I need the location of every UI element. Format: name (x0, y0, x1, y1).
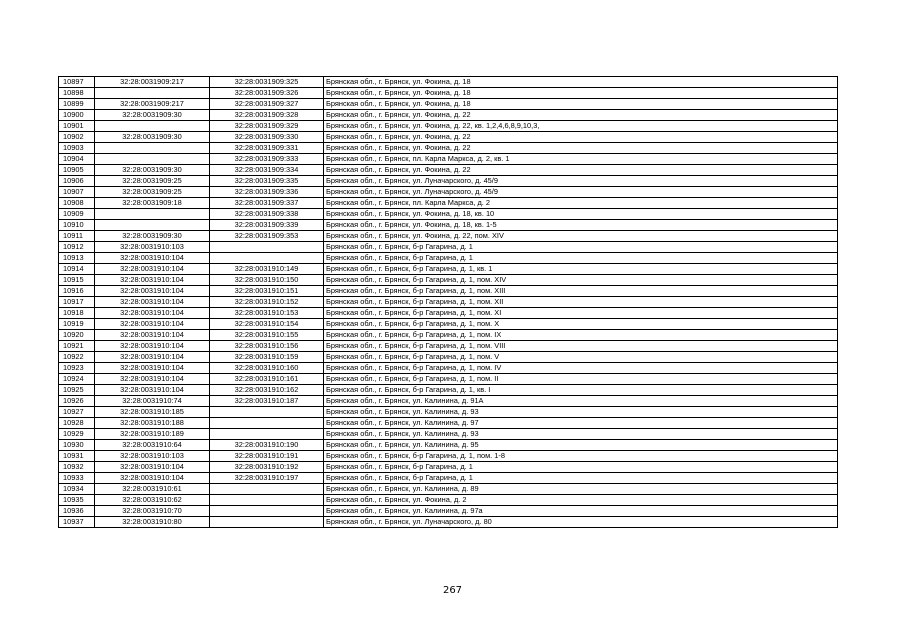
parcel-cadastral-cell: 32:28:0031910:103 (95, 242, 210, 253)
table-row (59, 253, 838, 264)
table-row (59, 77, 838, 88)
address-cell: Брянская обл., г. Брянск, ул. Фокина, д. 2 (324, 495, 838, 506)
object-cadastral-cell: 32:28:0031910:151 (210, 286, 324, 297)
row-number-cell: 10901 (59, 121, 95, 132)
table-row (59, 110, 838, 121)
address-cell: Брянская обл., г. Брянск, б-р Гагарина, д. 1, пом. XI (324, 308, 838, 319)
address-cell: Брянская обл., г. Брянск, ул. Калинина, д. 95 (324, 440, 838, 451)
parcel-cadastral-cell: 32:28:0031910:70 (95, 506, 210, 517)
address-cell: Брянская обл., г. Брянск, б-р Гагарина, д. 1, пом. X (324, 319, 838, 330)
row-number-cell: 10923 (59, 363, 95, 374)
object-cadastral-cell (210, 242, 324, 253)
parcel-cadastral-cell: 32:28:0031910:104 (95, 363, 210, 374)
address-cell: Брянская обл., г. Брянск, ул. Калинина, д. 91А (324, 396, 838, 407)
table-row (59, 352, 838, 363)
parcel-cadastral-cell: 32:28:0031909:18 (95, 198, 210, 209)
row-number-cell: 10915 (59, 275, 95, 286)
table-row (59, 341, 838, 352)
address-cell: Брянская обл., г. Брянск, б-р Гагарина, д. 1, пом. XII (324, 297, 838, 308)
address-cell: Брянская обл., г. Брянск, б-р Гагарина, д. 1, пом. 1-8 (324, 451, 838, 462)
parcel-cadastral-cell: 32:28:0031909:30 (95, 165, 210, 176)
parcel-cadastral-cell: 32:28:0031910:104 (95, 374, 210, 385)
parcel-cadastral-cell: 32:28:0031910:104 (95, 352, 210, 363)
row-number-cell: 10902 (59, 132, 95, 143)
address-cell: Брянская обл., г. Брянск, ул. Фокина, д. 18 (324, 77, 838, 88)
row-number-cell: 10908 (59, 198, 95, 209)
row-number-cell: 10924 (59, 374, 95, 385)
address-cell: Брянская обл., г. Брянск, ул. Калинина, д. 89 (324, 484, 838, 495)
address-cell: Брянская обл., г. Брянск, ул. Луначарского, д. 80 (324, 517, 838, 528)
row-number-cell: 10935 (59, 495, 95, 506)
object-cadastral-cell: 32:28:0031909:327 (210, 99, 324, 110)
row-number-cell: 10919 (59, 319, 95, 330)
table-row (59, 363, 838, 374)
table-row (59, 495, 838, 506)
parcel-cadastral-cell: 32:28:0031909:25 (95, 187, 210, 198)
row-number-cell: 10909 (59, 209, 95, 220)
address-cell: Брянская обл., г. Брянск, б-р Гагарина, д. 1, кв. 1 (324, 264, 838, 275)
table-row (59, 88, 838, 99)
object-cadastral-cell (210, 407, 324, 418)
parcel-cadastral-cell: 32:28:0031909:30 (95, 132, 210, 143)
table-row (59, 473, 838, 484)
table-row (59, 385, 838, 396)
table-row (59, 187, 838, 198)
registry-table (58, 76, 838, 528)
address-cell: Брянская обл., г. Брянск, б-р Гагарина, д. 1, пом. XIV (324, 275, 838, 286)
object-cadastral-cell: 32:28:0031909:335 (210, 176, 324, 187)
object-cadastral-cell: 32:28:0031910:149 (210, 264, 324, 275)
table-row (59, 517, 838, 528)
row-number-cell: 10917 (59, 297, 95, 308)
object-cadastral-cell: 32:28:0031909:326 (210, 88, 324, 99)
table-row (59, 99, 838, 110)
parcel-cadastral-cell: 32:28:0031910:104 (95, 385, 210, 396)
table-row (59, 440, 838, 451)
table-row (59, 132, 838, 143)
row-number-cell: 10910 (59, 220, 95, 231)
parcel-cadastral-cell: 32:28:0031910:61 (95, 484, 210, 495)
object-cadastral-cell (210, 418, 324, 429)
object-cadastral-cell (210, 517, 324, 528)
parcel-cadastral-cell: 32:28:0031910:64 (95, 440, 210, 451)
parcel-cadastral-cell: 32:28:0031910:103 (95, 451, 210, 462)
parcel-cadastral-cell: 32:28:0031910:104 (95, 264, 210, 275)
object-cadastral-cell: 32:28:0031909:331 (210, 143, 324, 154)
table-row (59, 264, 838, 275)
parcel-cadastral-cell: 32:28:0031910:104 (95, 341, 210, 352)
table-row (59, 374, 838, 385)
address-cell: Брянская обл., г. Брянск, б-р Гагарина, д. 1, пом. IX (324, 330, 838, 341)
parcel-cadastral-cell: 32:28:0031909:30 (95, 110, 210, 121)
row-number-cell: 10922 (59, 352, 95, 363)
parcel-cadastral-cell: 32:28:0031910:104 (95, 462, 210, 473)
parcel-cadastral-cell: 32:28:0031910:104 (95, 297, 210, 308)
parcel-cadastral-cell (95, 88, 210, 99)
table-row (59, 231, 838, 242)
parcel-cadastral-cell (95, 220, 210, 231)
table-row (59, 220, 838, 231)
address-cell: Брянская обл., г. Брянск, б-р Гагарина, д. 1 (324, 473, 838, 484)
object-cadastral-cell: 32:28:0031909:337 (210, 198, 324, 209)
row-number-cell: 10899 (59, 99, 95, 110)
page-number: 267 (442, 585, 463, 596)
row-number-cell: 10914 (59, 264, 95, 275)
parcel-cadastral-cell: 32:28:0031909:25 (95, 176, 210, 187)
object-cadastral-cell: 32:28:0031909:330 (210, 132, 324, 143)
parcel-cadastral-cell: 32:28:0031909:30 (95, 231, 210, 242)
address-cell: Брянская обл., г. Брянск, б-р Гагарина, д. 1, пом. V (324, 352, 838, 363)
parcel-cadastral-cell: 32:28:0031910:104 (95, 330, 210, 341)
row-number-cell: 10916 (59, 286, 95, 297)
row-number-cell: 10912 (59, 242, 95, 253)
table-row (59, 198, 838, 209)
parcel-cadastral-cell (95, 143, 210, 154)
row-number-cell: 10934 (59, 484, 95, 495)
row-number-cell: 10900 (59, 110, 95, 121)
address-cell: Брянская обл., г. Брянск, ул. Фокина, д. 18, кв. 1-5 (324, 220, 838, 231)
object-cadastral-cell (210, 429, 324, 440)
parcel-cadastral-cell: 32:28:0031910:104 (95, 275, 210, 286)
table-row (59, 407, 838, 418)
object-cadastral-cell: 32:28:0031910:159 (210, 352, 324, 363)
object-cadastral-cell (210, 506, 324, 517)
address-cell: Брянская обл., г. Брянск, ул. Калинина, д. 93 (324, 407, 838, 418)
address-cell: Брянская обл., г. Брянск, ул. Калинина, д. 93 (324, 429, 838, 440)
row-number-cell: 10932 (59, 462, 95, 473)
row-number-cell: 10925 (59, 385, 95, 396)
parcel-cadastral-cell: 32:28:0031910:62 (95, 495, 210, 506)
parcel-cadastral-cell: 32:28:0031909:217 (95, 77, 210, 88)
address-cell: Брянская обл., г. Брянск, б-р Гагарина, д. 1 (324, 253, 838, 264)
address-cell: Брянская обл., г. Брянск, ул. Фокина, д. 22 (324, 110, 838, 121)
address-cell: Брянская обл., г. Брянск, ул. Фокина, д. 22, кв. 1,2,4,6,8,9,10,3, (324, 121, 838, 132)
object-cadastral-cell: 32:28:0031909:336 (210, 187, 324, 198)
row-number-cell: 10911 (59, 231, 95, 242)
object-cadastral-cell: 32:28:0031910:154 (210, 319, 324, 330)
row-number-cell: 10906 (59, 176, 95, 187)
row-number-cell: 10907 (59, 187, 95, 198)
object-cadastral-cell (210, 253, 324, 264)
address-cell: Брянская обл., г. Брянск, ул. Луначарского, д. 45/9 (324, 187, 838, 198)
address-cell: Брянская обл., г. Брянск, б-р Гагарина, д. 1 (324, 242, 838, 253)
row-number-cell: 10905 (59, 165, 95, 176)
row-number-cell: 10926 (59, 396, 95, 407)
object-cadastral-cell (210, 484, 324, 495)
object-cadastral-cell: 32:28:0031909:333 (210, 154, 324, 165)
address-cell: Брянская обл., г. Брянск, б-р Гагарина, д. 1, пом. XIII (324, 286, 838, 297)
address-cell: Брянская обл., г. Брянск, б-р Гагарина, д. 1, кв. I (324, 385, 838, 396)
table-row (59, 286, 838, 297)
parcel-cadastral-cell: 32:28:0031909:217 (95, 99, 210, 110)
address-cell: Брянская обл., г. Брянск, ул. Фокина, д. 22 (324, 165, 838, 176)
table-row (59, 275, 838, 286)
table-row (59, 462, 838, 473)
row-number-cell: 10930 (59, 440, 95, 451)
object-cadastral-cell: 32:28:0031910:192 (210, 462, 324, 473)
parcel-cadastral-cell: 32:28:0031910:104 (95, 319, 210, 330)
row-number-cell: 10898 (59, 88, 95, 99)
address-cell: Брянская обл., г. Брянск, б-р Гагарина, д. 1, пом. VIII (324, 341, 838, 352)
address-cell: Брянская обл., г. Брянск, ул. Калинина, д. 97 (324, 418, 838, 429)
row-number-cell: 10927 (59, 407, 95, 418)
parcel-cadastral-cell: 32:28:0031910:104 (95, 286, 210, 297)
address-cell: Брянская обл., г. Брянск, ул. Фокина, д. 22 (324, 143, 838, 154)
parcel-cadastral-cell (95, 154, 210, 165)
address-cell: Брянская обл., г. Брянск, ул. Фокина, д. 22 (324, 132, 838, 143)
object-cadastral-cell: 32:28:0031910:155 (210, 330, 324, 341)
parcel-cadastral-cell: 32:28:0031910:185 (95, 407, 210, 418)
table-row (59, 429, 838, 440)
address-cell: Брянская обл., г. Брянск, б-р Гагарина, д. 1, пом. IV (324, 363, 838, 374)
object-cadastral-cell: 32:28:0031910:162 (210, 385, 324, 396)
row-number-cell: 10913 (59, 253, 95, 264)
table-row (59, 484, 838, 495)
table-row (59, 154, 838, 165)
address-cell: Брянская обл., г. Брянск, ул. Фокина, д. 18 (324, 88, 838, 99)
object-cadastral-cell: 32:28:0031910:197 (210, 473, 324, 484)
parcel-cadastral-cell (95, 209, 210, 220)
object-cadastral-cell: 32:28:0031909:353 (210, 231, 324, 242)
table-row (59, 308, 838, 319)
table-row (59, 121, 838, 132)
table-row (59, 143, 838, 154)
object-cadastral-cell: 32:28:0031910:150 (210, 275, 324, 286)
row-number-cell: 10904 (59, 154, 95, 165)
address-cell: Брянская обл., г. Брянск, пл. Карла Маркса, д. 2 (324, 198, 838, 209)
table-row (59, 176, 838, 187)
row-number-cell: 10931 (59, 451, 95, 462)
parcel-cadastral-cell: 32:28:0031910:80 (95, 517, 210, 528)
address-cell: Брянская обл., г. Брянск, ул. Калинина, д. 97а (324, 506, 838, 517)
row-number-cell: 10918 (59, 308, 95, 319)
row-number-cell: 10897 (59, 77, 95, 88)
address-cell: Брянская обл., г. Брянск, ул. Фокина, д. 18, кв. 10 (324, 209, 838, 220)
object-cadastral-cell: 32:28:0031909:325 (210, 77, 324, 88)
address-cell: Брянская обл., г. Брянск, ул. Фокина, д. 22, пом. XIV (324, 231, 838, 242)
table-row (59, 297, 838, 308)
address-cell: Брянская обл., г. Брянск, б-р Гагарина, д. 1 (324, 462, 838, 473)
address-cell: Брянская обл., г. Брянск, ул. Фокина, д. 18 (324, 99, 838, 110)
parcel-cadastral-cell: 32:28:0031910:188 (95, 418, 210, 429)
object-cadastral-cell: 32:28:0031909:328 (210, 110, 324, 121)
object-cadastral-cell: 32:28:0031909:329 (210, 121, 324, 132)
table-row (59, 330, 838, 341)
parcel-cadastral-cell: 32:28:0031910:104 (95, 308, 210, 319)
object-cadastral-cell: 32:28:0031910:153 (210, 308, 324, 319)
object-cadastral-cell: 32:28:0031910:191 (210, 451, 324, 462)
row-number-cell: 10920 (59, 330, 95, 341)
object-cadastral-cell (210, 495, 324, 506)
address-cell: Брянская обл., г. Брянск, б-р Гагарина, д. 1, пом. II (324, 374, 838, 385)
parcel-cadastral-cell: 32:28:0031910:189 (95, 429, 210, 440)
row-number-cell: 10933 (59, 473, 95, 484)
object-cadastral-cell: 32:28:0031909:334 (210, 165, 324, 176)
row-number-cell: 10929 (59, 429, 95, 440)
object-cadastral-cell: 32:28:0031910:187 (210, 396, 324, 407)
table-row (59, 506, 838, 517)
object-cadastral-cell: 32:28:0031910:156 (210, 341, 324, 352)
parcel-cadastral-cell: 32:28:0031910:104 (95, 473, 210, 484)
table-row (59, 319, 838, 330)
table-row (59, 451, 838, 462)
table-row (59, 242, 838, 253)
table-row (59, 165, 838, 176)
object-cadastral-cell: 32:28:0031909:339 (210, 220, 324, 231)
row-number-cell: 10921 (59, 341, 95, 352)
object-cadastral-cell: 32:28:0031910:161 (210, 374, 324, 385)
table-row (59, 418, 838, 429)
parcel-cadastral-cell: 32:28:0031910:104 (95, 253, 210, 264)
parcel-cadastral-cell (95, 121, 210, 132)
object-cadastral-cell: 32:28:0031909:338 (210, 209, 324, 220)
table-row (59, 209, 838, 220)
address-cell: Брянская обл., г. Брянск, ул. Луначарского, д. 45/9 (324, 176, 838, 187)
object-cadastral-cell: 32:28:0031910:152 (210, 297, 324, 308)
registry-table-body (59, 77, 838, 528)
row-number-cell: 10937 (59, 517, 95, 528)
row-number-cell: 10928 (59, 418, 95, 429)
address-cell: Брянская обл., г. Брянск, пл. Карла Маркса, д. 2, кв. 1 (324, 154, 838, 165)
row-number-cell: 10903 (59, 143, 95, 154)
row-number-cell: 10936 (59, 506, 95, 517)
object-cadastral-cell: 32:28:0031910:190 (210, 440, 324, 451)
object-cadastral-cell: 32:28:0031910:160 (210, 363, 324, 374)
parcel-cadastral-cell: 32:28:0031910:74 (95, 396, 210, 407)
table-row (59, 396, 838, 407)
